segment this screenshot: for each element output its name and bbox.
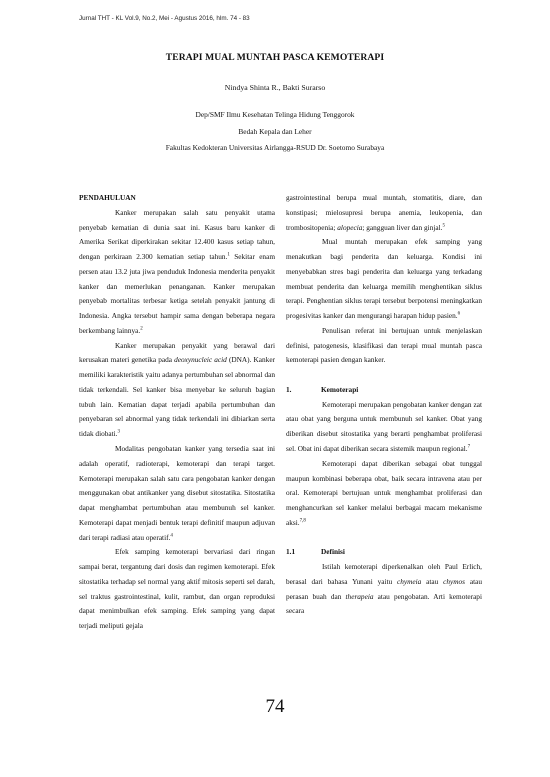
paragraph: Kemoterapi dapat diberikan sebagai obat tunggal maupun kombinasi beberapa obat, baik secara intravena atau per oral. Kemoterapi bertujuan untuk menghambat proliferasi dan menghancurkan sel kanker melalui berbagai macam mekanisme aksi.$^{7,8}$ (286, 458, 482, 527)
citation: 6 (457, 311, 461, 317)
paragraph: Istilah kemoterapi diperkenalkan oleh Paul Erlich, berasal dari bahasa Yunani yaitu chymeia atau chymos atau perasan buah dan therapeia atau pengobatan. Arti kemoterapi secara (286, 562, 482, 616)
paragraph: Mual muntah merupakan efek samping yang menakutkan bagi penderita dan keluarga. Kondisi ini menyebabkan stres bagi penderita dan keluarga yang terkadang membuat penderita dan keluarga memilih menghentikan siklus terapi. Penghentian siklus terapi tersebut berpotensi meningkatkan progesivitas kanker dan mengurangi harapan hidup pasien.$^6$ (286, 237, 482, 321)
left-column (79, 191, 275, 634)
affiliation (0, 107, 550, 157)
citation: 4 (170, 533, 173, 539)
authors: Nindya Shinta R., Bakti Surarso (224, 83, 326, 92)
citation: 2 (140, 326, 143, 332)
article-title: TERAPI MUAL MUNTAH PASCA KEMOTERAPI (165, 52, 385, 63)
affiliation-line: Bedah Kepala dan Leher (238, 126, 312, 136)
section-heading-pendahuluan: PENDAHULUAN (79, 193, 136, 202)
citation: 5 (442, 223, 445, 229)
citation: 7 (467, 444, 471, 450)
paragraph: Kanker merupakan salah satu penyakit utama penyebab kematian di dunia saat ini. Kasus baru kanker di Amerika Serikat diperkirakan sekitar 12.400 kasus setiap tahun, dengan perkiraan 2.300 kematian setiap tahun.$^1$ Sekitar enam persen atau 13.2 juta jiwa penduduk Indonesia menderita penyakit kanker dan memerlukan penanganan. Kanker merupakan penyebab mortalitas terbesar ketiga setelah penyakit jantung di Indonesia. Angka tersebut hampir sama dengan beberapa negara berkembang lainnya.$^2$ (79, 207, 275, 335)
affiliation-line: Dep/SMF Ilmu Kesehatan Telinga Hidung Tenggorok (195, 110, 355, 119)
citation: 3 (117, 429, 121, 435)
paragraph: Modalitas pengobatan kanker yang tersedia saat ini adalah operatif, radioterapi, kemoterapi dan terapi target. Kemoterapi merupakan salah satu cara pengobatan kanker dengan menggunakan obat antikanker yang disebut sitostatika. Sitostatika dapat menghambat pertumbuhan atau membunuh sel kanker. Kemoterapi dapat menjadi bentuk terapi definitif maupun adjuvan dari terapi radiasi atau operatif.$^4$ (79, 444, 275, 542)
paragraph: Kemoterapi merupakan pengobatan kanker dengan zat atau obat yang berguna untuk membunuh sel kanker. Obat yang diberikan disebut sitostatika yang berarti penghambat proliferasi sel. Obat ini dapat diberikan secara sistemik maupun regional.$^7$ (286, 399, 482, 454)
citation: 1 (227, 252, 230, 258)
paragraph: Kanker merupakan penyakit yang berawal dari kerusakan materi genetika pada deoxynucleic acid (DNA). Kanker memiliki karakteristik yaitu adanya pertumbuhan sel abnormal dan tidak terkendali. Sel kanker bisa menyebar ke seluruh bagian tubuh lain. Kematian dapat terjadi apabila pertumbuhan dan penyebaran sel abnormal yang tidak terkendali ini dibiarkan serta tidak diobati.$^3$ (79, 340, 275, 439)
paragraph: Efek samping kemoterapi bervariasi dari ringan sampai berat, tergantung dari dosis dan regimen kemoterapi. Efek sitostatika terhadap sel normal yang aktif mitosis seperti sel darah, sel traktus gastrointestinal, kulit, rambut, dan organ reproduksi dapat menimbulkan efek samping. Efek samping yang dapat terjadi meliputi gejala (79, 547, 275, 631)
right-column (286, 191, 482, 619)
citation: 7,8 (299, 518, 306, 524)
section-heading-definisi: 1.1 Definisi (286, 547, 345, 557)
paragraph: Penulisan referat ini bertujuan untuk menjelaskan definisi, patogenesis, klasifikasi dan terapi mual muntah pasca kemoterapi pasien dengan kanker. (286, 325, 482, 365)
section-heading-kemoterapi: 1. Kemoterapi (286, 384, 359, 394)
paragraph: gastrointestinal berupa mual muntah, stomatitis, diare, dan konstipasi; mielosupresi berupa anemia, leukopenia, dan trombositopenia; alopecia; gangguan liver dan ginjal.$^5$ (286, 193, 482, 232)
journal-header: Jurnal THT - KL Vol.9, No.2, Mei - Agustus 2016, hlm. 74 - 83 (79, 15, 250, 22)
page-number: 74 (265, 696, 285, 717)
affiliation-line: Fakultas Kedokteran Universitas Airlangga-RSUD Dr. Soetomo Surabaya (165, 143, 385, 153)
